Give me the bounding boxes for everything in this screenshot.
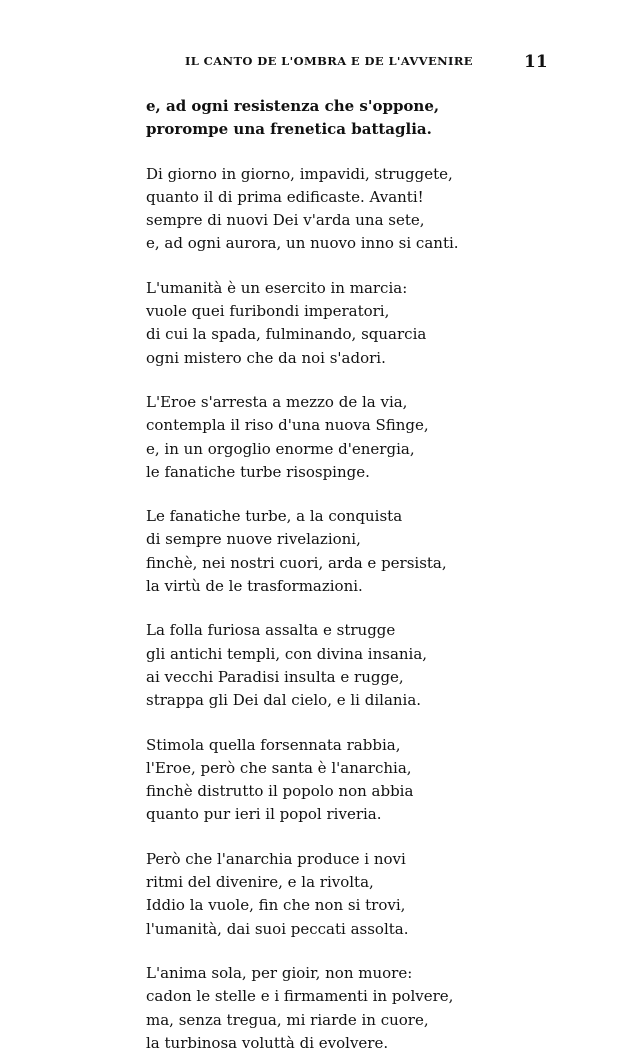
stanza <box>146 95 486 142</box>
stanza <box>146 848 486 941</box>
verse-line: quanto pur ieri il popol riveria. <box>146 805 382 824</box>
verse-line: di cui la spada, fulminando, squarcia <box>146 325 427 344</box>
verse-line: quanto il di prima edificaste. Avanti! <box>146 187 424 206</box>
verse-line: Però che l'anarchia produce i novi <box>146 849 406 868</box>
running-title: IL CANTO DE L'OMBRA E DE L'AVVENIRE <box>185 54 473 68</box>
verse-line: l'Eroe, però che santa è l'anarchia, <box>146 758 412 777</box>
verse-line: L'anima sola, per gioir, non muore: <box>146 963 413 982</box>
verse-line: finchè, nei nostri cuori, arda e persista, <box>146 553 447 572</box>
verse-line: Stimola quella forsennata rabbia, <box>146 735 401 754</box>
poem-text <box>146 95 486 1055</box>
stanza <box>146 163 486 256</box>
verse-line: La folla furiosa assalta e strugge <box>146 621 396 640</box>
verse-line: la virtù de le trasformazioni. <box>146 577 363 596</box>
verse-line: L'umanità è un esercito in marcia: <box>146 278 408 297</box>
stanza <box>146 734 486 827</box>
verse-line: la turbinosa voluttà di evolvere. <box>146 1033 389 1052</box>
verse-line: cadon le stelle e i firmamenti in polvere, <box>146 987 454 1006</box>
verse-line: e, ad ogni aurora, un nuovo inno si canti. <box>146 234 459 253</box>
verse-line: L'Eroe s'arresta a mezzo de la via, <box>146 392 408 411</box>
stanza <box>146 619 486 712</box>
verse-line: di sempre nuove rivelazioni, <box>146 530 361 549</box>
verse-line: Le fanatiche turbe, a la conquista <box>146 507 403 526</box>
verse-line: sempre di nuovi Dei v'arda una sete, <box>146 211 425 230</box>
verse-line: ritmi del divenire, e la rivolta, <box>146 873 374 892</box>
verse-line: le fanatiche turbe risospinge. <box>146 462 370 481</box>
verse-line: vuole quei furibondi imperatori, <box>146 302 390 321</box>
verse-line: ma, senza tregua, mi riarde in cuore, <box>146 1010 429 1029</box>
verse-line: e, ad ogni resistenza che s'oppone, <box>146 97 440 115</box>
verse-line: strappa gli Dei dal cielo, e li dilania. <box>146 691 422 710</box>
verse-line: Iddio la vuole, fin che non si trovi, <box>146 896 406 915</box>
verse-line: prorompe una frenetica battaglia. <box>146 120 432 139</box>
stanza <box>146 277 486 370</box>
stanza <box>146 391 486 484</box>
verse-line: l'umanità, dai suoi peccati assolta. <box>146 919 409 938</box>
stanza <box>146 505 486 598</box>
verse-line: ai vecchi Paradisi insulta e rugge, <box>146 667 404 686</box>
page-number: 11 <box>524 52 548 72</box>
verse-line: ogni mistero che da noi s'adori. <box>146 348 386 367</box>
verse-line: contempla il riso d'una nuova Sfinge, <box>146 416 429 435</box>
verse-line: Di giorno in giorno, impavidi, struggete, <box>146 164 453 183</box>
verse-line: gli antichi templi, con divina insania, <box>146 644 428 663</box>
verse-line: e, in un orgoglio enorme d'energia, <box>146 439 415 458</box>
verse-line: finchè distrutto il popolo non abbia <box>146 782 414 801</box>
stanza <box>146 962 486 1055</box>
